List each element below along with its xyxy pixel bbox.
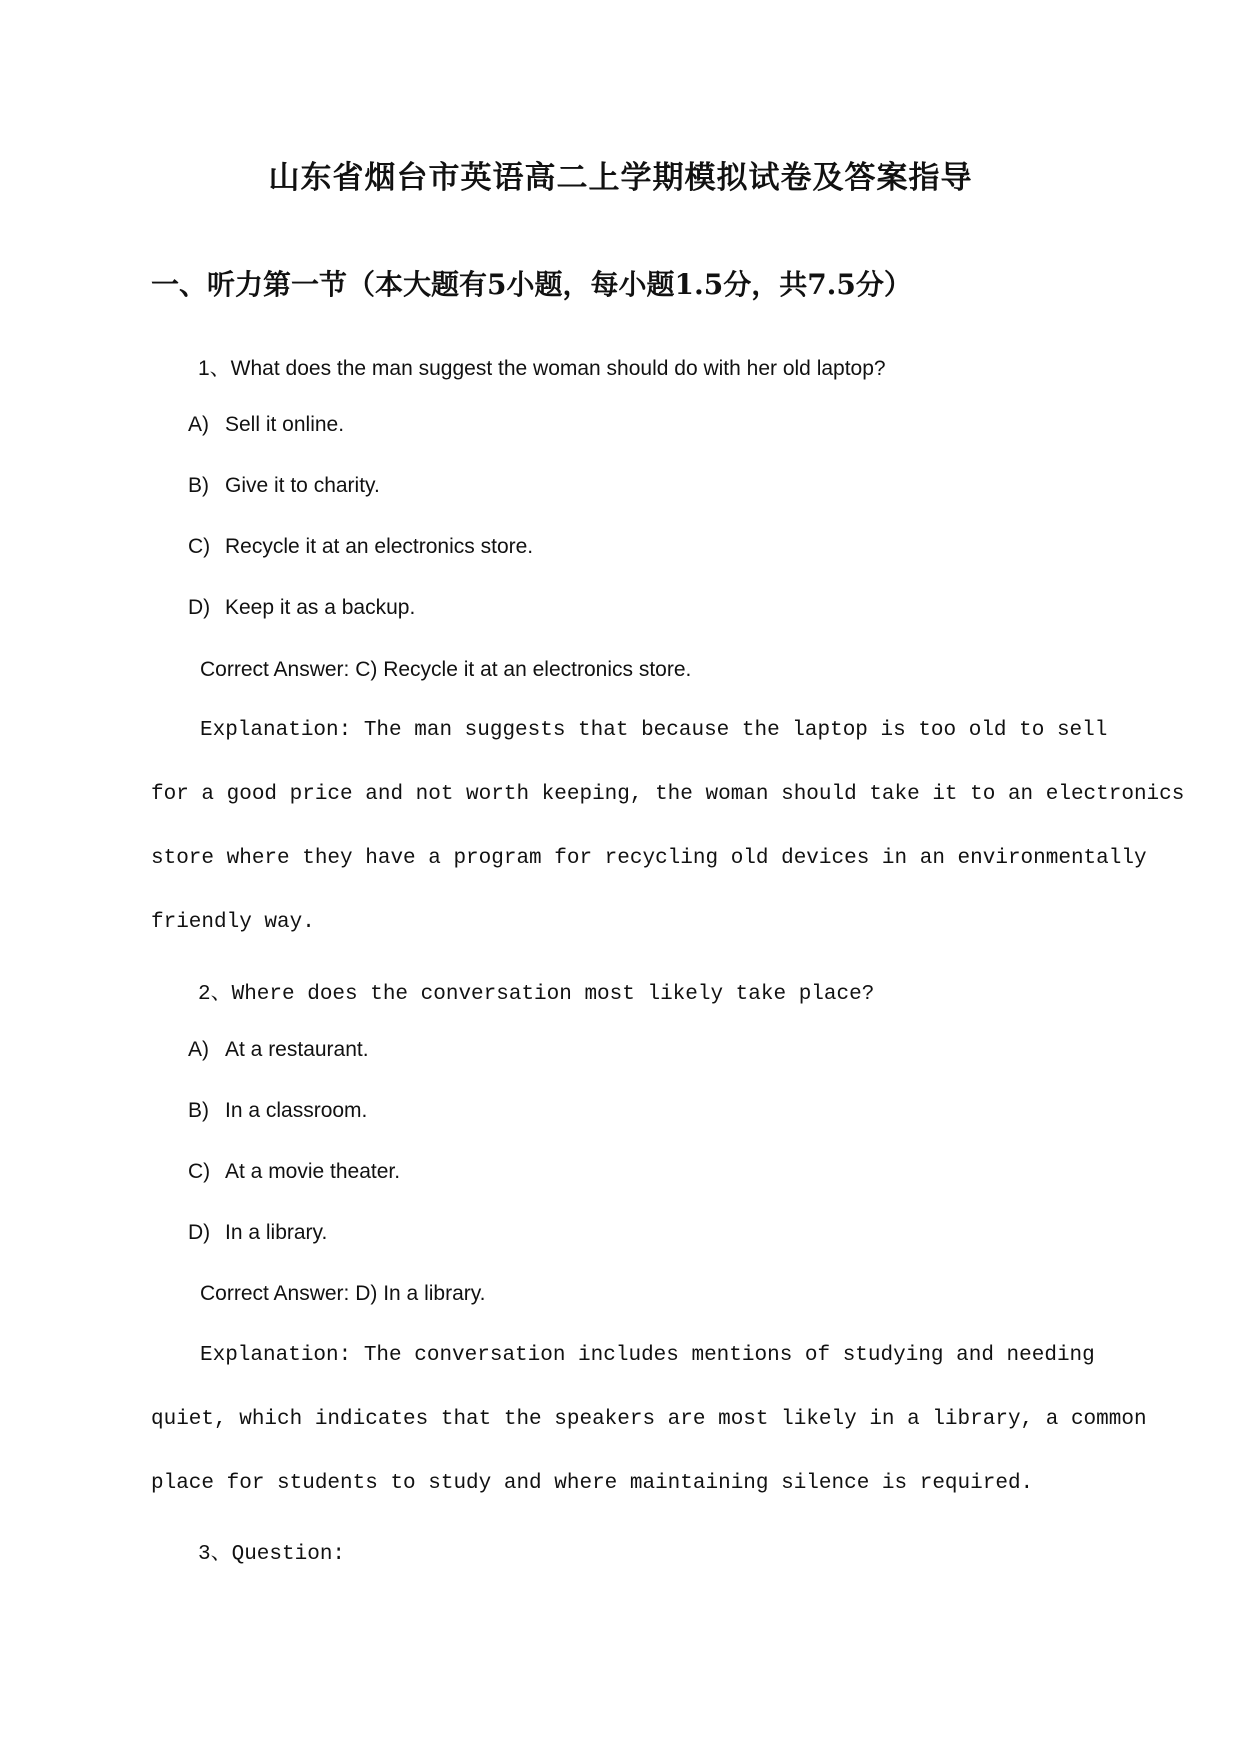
explanation-line: quiet, which indicates that the speakers are most likely in a library, a common: [151, 1408, 1147, 1431]
option-c: [188, 535, 533, 559]
option-b: [188, 474, 380, 498]
option-letter: C): [188, 535, 211, 558]
option-c: [188, 1160, 400, 1184]
explanation-line: place for students to study and where maintaining silence is required.: [151, 1472, 1034, 1495]
option-text: In a classroom.: [225, 1099, 368, 1122]
option-text: At a movie theater.: [225, 1160, 401, 1183]
option-letter: D): [188, 1221, 211, 1244]
option-d: [188, 1221, 327, 1245]
section-heading: 一、听力第一节（本大题有5小题，每小题1.5分，共7.5分）: [151, 268, 912, 301]
option-letter: A): [188, 413, 209, 436]
option-text: Sell it online.: [225, 413, 345, 436]
option-text: In a library.: [225, 1221, 328, 1244]
explanation-line: store where they have a program for recycling old devices in an environmentally: [151, 847, 1147, 870]
explanation-line: friendly way.: [151, 911, 315, 934]
question-stem: 1、What does the man suggest the woman should do with her old laptop?: [198, 357, 886, 380]
option-letter: B): [188, 474, 209, 497]
option-letter: C): [188, 1160, 211, 1183]
option-letter: B): [188, 1099, 209, 1122]
option-d: [188, 596, 415, 620]
question-stem: 2、Where does the conversation most likely take place?: [198, 983, 875, 1006]
correct-answer: Correct Answer: D) In a library.: [200, 1282, 486, 1305]
option-text: Give it to charity.: [225, 474, 380, 497]
explanation-line: Explanation: The man suggests that because the laptop is too old to sell: [200, 719, 1108, 742]
correct-answer: Correct Answer: C) Recycle it at an electronics store.: [200, 658, 692, 681]
option-a: [188, 413, 344, 437]
option-a: [188, 1038, 369, 1062]
option-text: At a restaurant.: [225, 1038, 369, 1061]
explanation-line: for a good price and not worth keeping, the woman should take it to an electronics: [151, 783, 1185, 806]
explanation-line: Explanation: The conversation includes mentions of studying and needing: [200, 1344, 1095, 1367]
option-text: Recycle it at an electronics store.: [225, 535, 534, 558]
option-b: [188, 1099, 367, 1123]
option-text: Keep it as a backup.: [225, 596, 416, 619]
question-stem: 3、Question:: [198, 1543, 346, 1566]
option-letter: D): [188, 596, 211, 619]
option-letter: A): [188, 1038, 209, 1061]
document-title: 山东省烟台市英语高二上学期模拟试卷及答案指导: [268, 160, 973, 196]
